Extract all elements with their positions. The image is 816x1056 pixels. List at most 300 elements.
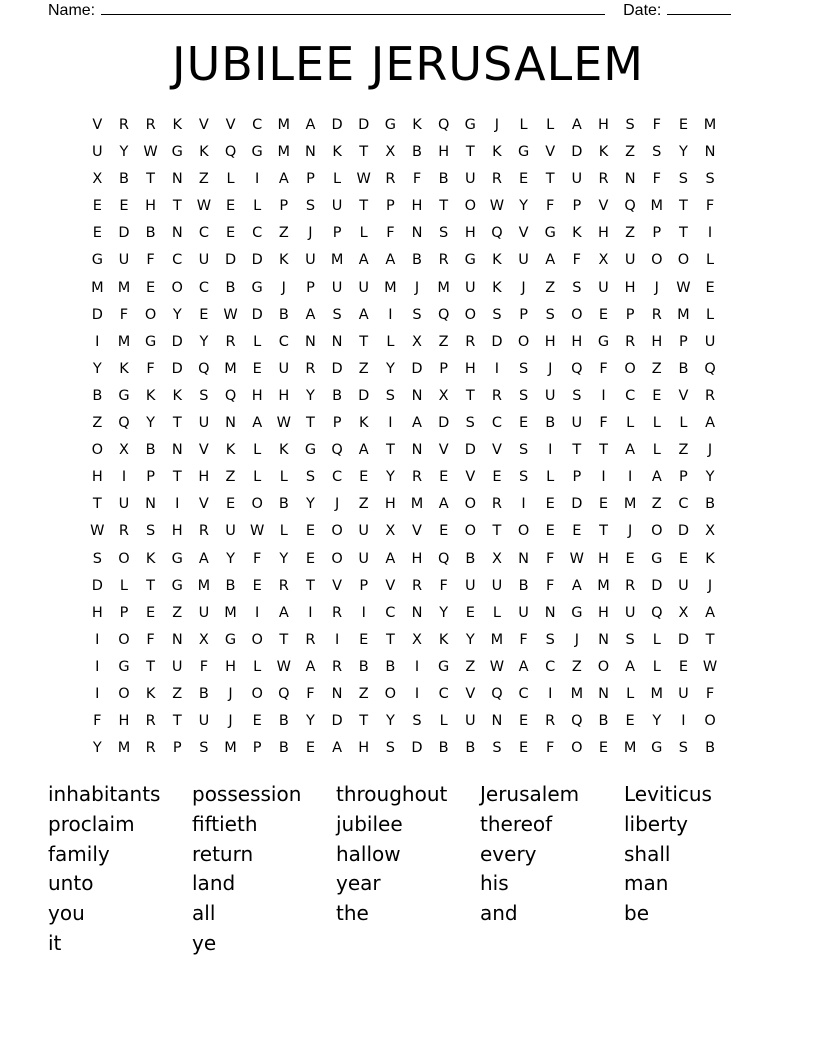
grid-letter: T <box>678 225 688 242</box>
grid-letter: E <box>678 658 688 675</box>
grid-letter: R <box>625 333 636 350</box>
grid-letter: U <box>198 415 210 432</box>
grid-letter: G <box>118 658 130 675</box>
grid-letter: G <box>438 658 450 675</box>
grid-letter: E <box>652 387 662 404</box>
grid-letter: X <box>438 387 449 404</box>
grid-letter: I <box>627 469 633 486</box>
grid-letter: Y <box>385 713 395 730</box>
grid-letter: T <box>545 171 555 188</box>
grid-letter: Z <box>651 360 662 377</box>
grid-letter: G <box>597 333 610 350</box>
grid-letter: F <box>386 225 395 242</box>
grid-letter: K <box>572 225 582 242</box>
grid-letter: J <box>707 577 713 594</box>
grid-row <box>84 410 723 437</box>
grid-row <box>84 302 723 329</box>
grid-letter: L <box>226 171 235 188</box>
grid-letter: F <box>546 740 555 757</box>
grid-letter: Z <box>172 685 183 702</box>
grid-letter: Q <box>571 713 583 730</box>
grid-letter: V <box>491 442 502 459</box>
grid-letter: S <box>545 631 555 648</box>
grid-letter: O <box>624 360 636 377</box>
grid-letter: M <box>224 360 237 377</box>
grid-letter: A <box>412 415 422 432</box>
grid-letter: K <box>492 144 502 161</box>
grid-letter: F <box>705 685 715 702</box>
grid-letter: C <box>332 469 343 486</box>
grid-row <box>84 166 723 193</box>
grid-letter: Q <box>437 550 450 567</box>
grid-letter: O <box>171 279 183 296</box>
page-title: JUBILEE JERUSALEM <box>172 37 644 91</box>
grid-letter: F <box>252 550 262 567</box>
grid-letter: Z <box>625 225 636 242</box>
grid-letter: H <box>251 387 263 404</box>
grid-row <box>84 491 723 518</box>
grid-letter: E <box>305 550 316 567</box>
name-field[interactable] <box>101 0 605 15</box>
grid-letter: D <box>331 360 343 377</box>
grid-letter: E <box>625 550 635 567</box>
grid-letter: P <box>572 469 582 486</box>
grid-letter: A <box>651 469 662 486</box>
grid-letter: B <box>145 442 156 459</box>
grid-letter: E <box>225 225 236 242</box>
grid-letter: M <box>623 496 637 513</box>
grid-letter: E <box>199 306 209 323</box>
grid-letter: N <box>518 550 529 567</box>
grid-letter: N <box>171 442 183 459</box>
grid-letter: H <box>91 469 103 486</box>
grid-letter: R <box>305 631 316 648</box>
grid-letter: C <box>678 496 689 513</box>
grid-letter: R <box>225 333 236 350</box>
grid-letter: I <box>494 360 500 377</box>
grid-letter: K <box>172 117 182 133</box>
grid-letter: C <box>518 685 529 702</box>
grid-letter: U <box>331 198 343 215</box>
grid-letter: R <box>411 469 423 486</box>
grid-letter: R <box>598 171 609 188</box>
word-list-item: fiftieth <box>192 811 258 836</box>
grid-letter: L <box>626 415 635 432</box>
grid-letter: K <box>705 550 715 567</box>
grid-letter: K <box>172 387 182 404</box>
grid-letter: E <box>252 577 262 594</box>
grid-letter: T <box>385 442 395 459</box>
grid-letter: U <box>544 387 556 404</box>
grid-letter: W <box>143 144 158 161</box>
grid-letter: S <box>652 144 662 161</box>
grid-letter: Q <box>278 685 290 702</box>
grid-letter: U <box>491 577 503 594</box>
grid-letter: E <box>625 713 635 730</box>
grid-letter: N <box>598 631 609 648</box>
grid-letter: I <box>601 469 606 486</box>
grid-letter: T <box>678 198 688 215</box>
grid-letter: J <box>414 279 420 296</box>
word-list-item: man <box>624 871 669 896</box>
grid-letter: D <box>171 333 183 350</box>
grid-letter: M <box>677 306 690 323</box>
grid-letter: S <box>625 117 635 133</box>
grid-letter: X <box>678 604 689 621</box>
grid-letter: U <box>518 252 529 269</box>
grid-letter: O <box>118 685 130 702</box>
grid-letter: E <box>225 198 236 215</box>
grid-letter: B <box>705 740 716 757</box>
grid-letter: J <box>627 523 633 540</box>
grid-letter: W <box>702 658 718 675</box>
grid-letter: N <box>171 225 183 242</box>
grid-row <box>84 356 723 383</box>
grid-letter: Y <box>226 550 235 567</box>
grid-letter: W <box>196 198 212 215</box>
grid-letter: H <box>544 333 556 350</box>
grid-letter: E <box>518 171 529 188</box>
grid-letter: I <box>175 496 180 513</box>
grid-letter: S <box>145 523 156 540</box>
grid-letter: S <box>545 306 555 323</box>
grid-letter: A <box>385 550 396 567</box>
grid-letter: N <box>331 333 343 350</box>
grid-letter: A <box>385 252 396 269</box>
grid-letter: F <box>93 713 102 730</box>
grid-letter: H <box>118 713 130 730</box>
grid-letter: G <box>224 631 237 648</box>
grid-letter: V <box>465 469 476 486</box>
grid-letter: B <box>465 550 476 567</box>
grid-letter: R <box>651 306 662 323</box>
grid-letter: I <box>255 604 260 621</box>
grid-letter: T <box>279 631 289 648</box>
grid-letter: D <box>91 577 103 594</box>
grid-letter: V <box>545 144 556 161</box>
grid-letter: I <box>521 496 526 513</box>
grid-letter: M <box>117 333 131 350</box>
grid-letter: V <box>678 387 689 404</box>
grid-letter: H <box>411 550 423 567</box>
grid-letter: I <box>95 658 100 675</box>
grid-letter: Z <box>465 658 476 675</box>
grid-letter: H <box>145 198 157 215</box>
grid-letter: N <box>598 685 609 702</box>
grid-letter: M <box>437 279 450 296</box>
grid-letter: L <box>279 523 288 540</box>
grid-letter: M <box>277 117 291 133</box>
grid-row <box>84 275 723 302</box>
grid-letter: U <box>704 333 716 350</box>
grid-letter: D <box>571 144 583 161</box>
grid-letter: E <box>492 469 502 486</box>
grid-letter: F <box>705 198 715 215</box>
name-label: Name: <box>48 2 96 19</box>
grid-letter: A <box>198 550 209 567</box>
grid-letter: B <box>225 577 236 594</box>
grid-letter: B <box>278 496 289 513</box>
word-list-item: every <box>480 841 537 866</box>
grid-letter: L <box>706 306 715 323</box>
grid-letter: Z <box>358 496 369 513</box>
grid-letter: S <box>518 360 529 377</box>
grid-letter: D <box>331 713 343 730</box>
grid-letter: O <box>517 523 530 540</box>
grid-letter: A <box>252 415 263 432</box>
grid-letter: G <box>464 252 476 269</box>
grid-letter: T <box>172 415 182 432</box>
grid-letter: O <box>251 685 263 702</box>
word-list-item: and <box>480 901 518 926</box>
grid-letter: U <box>198 604 210 621</box>
grid-letter: K <box>279 442 289 459</box>
grid-letter: I <box>388 306 393 323</box>
grid-row <box>84 573 723 600</box>
grid-letter: W <box>676 279 691 296</box>
grid-letter: R <box>705 387 716 404</box>
grid-letter: Y <box>172 306 182 323</box>
grid-letter: U <box>278 360 290 377</box>
grid-letter: Y <box>306 387 315 404</box>
grid-letter: Z <box>172 604 183 621</box>
grid-letter: V <box>438 442 449 459</box>
grid-letter: J <box>574 631 579 648</box>
grid-letter: S <box>705 171 715 188</box>
grid-row <box>84 546 723 573</box>
grid-letter: P <box>385 198 395 215</box>
grid-letter: B <box>518 577 529 594</box>
grid-letter: L <box>119 577 128 594</box>
grid-letter: J <box>654 279 659 296</box>
grid-letter: L <box>652 415 661 432</box>
grid-letter: Q <box>571 360 583 377</box>
grid-letter: I <box>95 333 100 350</box>
grid-letter: Z <box>358 685 369 702</box>
grid-letter: J <box>548 360 553 377</box>
grid-letter: H <box>384 496 396 513</box>
grid-letter: C <box>278 333 289 350</box>
grid-letter: F <box>546 577 555 594</box>
date-field[interactable] <box>667 0 731 15</box>
grid-letter: V <box>332 577 343 594</box>
grid-letter: D <box>677 523 689 540</box>
grid-letter: T <box>492 523 502 540</box>
grid-letter: O <box>464 496 476 513</box>
grid-letter: N <box>331 685 343 702</box>
grid-letter: T <box>359 713 369 730</box>
grid-letter: D <box>171 360 183 377</box>
grid-letter: L <box>439 713 448 730</box>
grid-letter: W <box>276 658 291 675</box>
grid-letter: T <box>92 496 102 513</box>
grid-letter: A <box>305 658 316 675</box>
grid-letter: E <box>598 306 609 323</box>
grid-letter: P <box>359 577 369 594</box>
grid-letter: C <box>545 658 556 675</box>
grid-letter: H <box>464 360 476 377</box>
grid-letter: O <box>118 550 130 567</box>
grid-letter: R <box>305 360 316 377</box>
grid-letter: X <box>491 550 502 567</box>
grid-letter: E <box>598 740 609 757</box>
grid-letter: P <box>652 225 662 242</box>
grid-letter: T <box>359 333 369 350</box>
grid-letter: B <box>412 144 422 161</box>
grid-letter: Y <box>439 604 449 621</box>
grid-letter: S <box>305 469 316 486</box>
grid-letter: S <box>412 713 422 730</box>
grid-letter: F <box>599 415 608 432</box>
grid-letter: B <box>278 713 289 730</box>
grid-letter: T <box>439 198 449 215</box>
grid-letter: L <box>652 658 661 675</box>
grid-letter: B <box>278 740 289 757</box>
grid-letter: L <box>626 685 635 702</box>
grid-letter: L <box>652 631 661 648</box>
grid-letter: O <box>571 306 583 323</box>
grid-letter: W <box>489 198 505 215</box>
grid-letter: D <box>651 577 663 594</box>
grid-letter: F <box>519 631 528 648</box>
grid-letter: A <box>625 658 636 675</box>
grid-letter: E <box>252 360 262 377</box>
grid-letter: L <box>253 469 262 486</box>
grid-row <box>84 464 723 491</box>
grid-letter: I <box>334 631 340 648</box>
grid-letter: J <box>281 279 286 296</box>
grid-letter: K <box>412 117 422 133</box>
grid-letter: M <box>117 740 131 757</box>
grid-letter: E <box>439 523 449 540</box>
grid-letter: C <box>198 225 209 242</box>
grid-letter: I <box>95 685 100 702</box>
grid-letter: Z <box>571 658 582 675</box>
word-list-item: liberty <box>624 811 689 836</box>
grid-letter: R <box>438 252 449 269</box>
grid-letter: I <box>308 604 313 621</box>
grid-letter: O <box>144 306 157 323</box>
grid-letter: F <box>546 550 555 567</box>
grid-letter: V <box>225 117 236 133</box>
grid-letter: R <box>465 333 476 350</box>
grid-letter: O <box>118 631 130 648</box>
grid-letter: U <box>464 279 476 296</box>
grid-letter: F <box>146 252 155 269</box>
grid-letter: G <box>304 442 317 459</box>
grid-letter: I <box>414 685 420 702</box>
grid-letter: S <box>385 740 395 757</box>
grid-letter: Y <box>465 631 475 648</box>
grid-letter: Q <box>224 144 237 161</box>
grid-row <box>84 600 723 627</box>
grid-letter: T <box>385 631 395 648</box>
grid-letter: D <box>358 387 370 404</box>
word-list-item: jubilee <box>336 811 403 836</box>
grid-letter: P <box>519 306 528 323</box>
grid-letter: B <box>92 387 103 404</box>
grid-letter: D <box>91 306 103 323</box>
grid-letter: E <box>518 415 529 432</box>
grid-letter: I <box>95 631 100 648</box>
grid-letter: G <box>651 740 663 757</box>
grid-letter: A <box>278 604 289 621</box>
grid-letter: L <box>253 333 262 350</box>
grid-letter: M <box>277 144 291 161</box>
grid-letter: K <box>119 360 129 377</box>
grid-letter: G <box>384 117 396 133</box>
word-list-item: all <box>192 901 216 926</box>
grid-letter: T <box>359 198 369 215</box>
grid-letter: Z <box>358 360 369 377</box>
grid-row <box>84 654 723 681</box>
grid-letter: M <box>410 496 424 513</box>
grid-letter: S <box>465 415 475 432</box>
grid-letter: U <box>358 523 370 540</box>
grid-letter: P <box>679 333 688 350</box>
grid-letter: W <box>356 171 371 188</box>
grid-letter: H <box>571 333 583 350</box>
grid-letter: C <box>491 415 502 432</box>
letter-grid <box>84 112 723 762</box>
grid-letter: V <box>198 442 209 459</box>
grid-letter: H <box>624 279 636 296</box>
grid-letter: F <box>652 117 661 133</box>
grid-letter: E <box>678 550 688 567</box>
grid-letter: Q <box>437 117 450 133</box>
grid-letter: R <box>491 496 502 513</box>
grid-letter: N <box>145 496 157 513</box>
grid-letter: T <box>306 415 315 432</box>
grid-letter: P <box>172 740 182 757</box>
grid-letter: S <box>492 306 502 323</box>
grid-letter: U <box>678 577 689 594</box>
grid-letter: N <box>411 442 423 459</box>
grid-letter: G <box>171 550 183 567</box>
grid-letter: T <box>599 442 608 459</box>
grid-letter: U <box>358 279 370 296</box>
grid-letter: D <box>331 117 343 133</box>
grid-letter: V <box>598 198 609 215</box>
grid-letter: Y <box>385 469 395 486</box>
grid-letter: X <box>385 144 396 161</box>
grid-letter: L <box>279 469 288 486</box>
grid-letter: R <box>332 658 343 675</box>
grid-letter: P <box>332 415 342 432</box>
grid-letter: E <box>518 713 529 730</box>
grid-letter: P <box>146 469 155 486</box>
grid-letter: M <box>650 685 664 702</box>
grid-letter: Z <box>678 442 689 459</box>
grid-letter: A <box>358 252 369 269</box>
grid-letter: U <box>518 604 529 621</box>
grid-letter: Q <box>198 360 210 377</box>
grid-letter: K <box>598 144 609 161</box>
grid-letter: B <box>438 171 449 188</box>
grid-letter: C <box>172 252 183 269</box>
grid-letter: P <box>439 360 449 377</box>
grid-letter: X <box>92 171 103 188</box>
grid-letter: B <box>385 658 396 675</box>
grid-letter: C <box>198 279 209 296</box>
grid-letter: E <box>518 740 529 757</box>
grid-letter: T <box>599 523 608 540</box>
grid-letter: H <box>91 604 103 621</box>
grid-letter: B <box>225 279 236 296</box>
grid-letter: O <box>91 442 104 459</box>
grid-letter: D <box>251 306 263 323</box>
grid-letter: E <box>305 740 316 757</box>
